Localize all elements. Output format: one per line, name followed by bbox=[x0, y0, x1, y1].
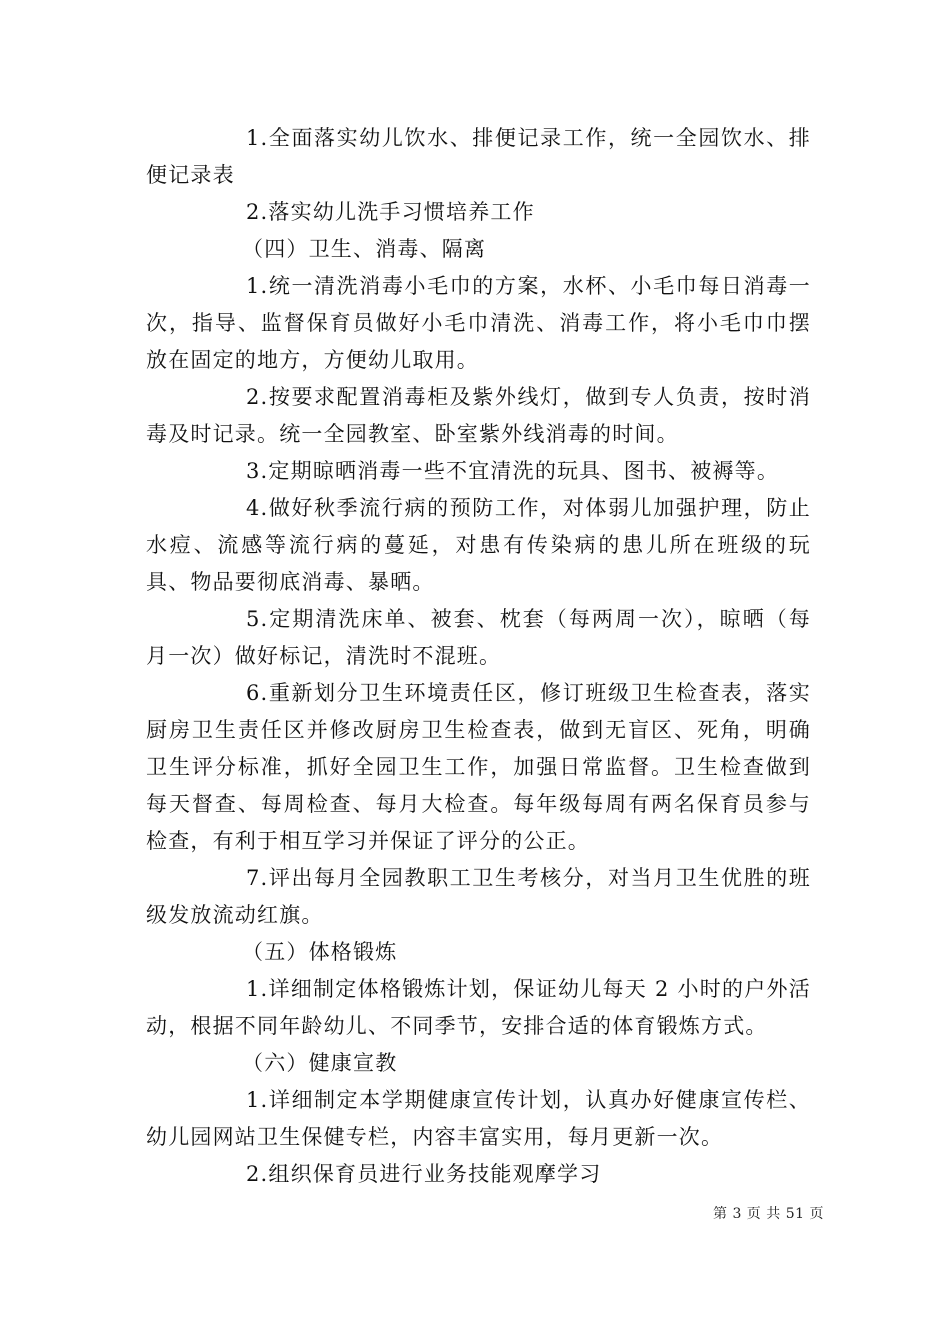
section-heading: （四）卫生、消毒、隔离 bbox=[242, 237, 487, 261]
paragraph: 2.落实幼儿洗手习惯培养工作 bbox=[246, 200, 535, 224]
document-body bbox=[146, 120, 811, 1193]
section-heading: （六）健康宣教 bbox=[242, 1051, 398, 1075]
section-heading: （五）体格锻炼 bbox=[242, 940, 398, 964]
paragraph: 5.定期清洗床单、被套、枕套（每两周一次），晾晒（每月一次）做好标记，清洗时不混班。 bbox=[146, 607, 811, 668]
paragraph: 7.评出每月全园教职工卫生考核分，对当月卫生优胜的班级发放流动红旗。 bbox=[146, 866, 811, 927]
paragraph: 2.按要求配置消毒柜及紫外线灯，做到专人负责，按时消毒及时记录。统一全园教室、卧室紫外线消毒的时间。 bbox=[146, 385, 811, 446]
paragraph: 1.详细制定本学期健康宣传计划，认真办好健康宣传栏、幼儿园网站卫生保健专栏，内容丰富实用，每月更新一次。 bbox=[146, 1088, 811, 1149]
paragraph: 3.定期晾晒消毒一些不宜清洗的玩具、图书、被褥等。 bbox=[246, 459, 780, 483]
page-number-footer: 第 3 页 共 51 页 bbox=[713, 1206, 824, 1222]
paragraph: 1.详细制定体格锻炼计划，保证幼儿每天 2 小时的户外活动，根据不同年龄幼儿、不同季节，安排合适的体育锻炼方式。 bbox=[146, 977, 811, 1038]
paragraph: 1.全面落实幼儿饮水、排便记录工作，统一全园饮水、排便记录表 bbox=[146, 126, 811, 187]
paragraph: 4.做好秋季流行病的预防工作，对体弱儿加强护理，防止水痘、流感等流行病的蔓延，对患有传染病的患儿所在班级的玩具、物品要彻底消毒、暴晒。 bbox=[146, 496, 811, 594]
paragraph: 6.重新划分卫生环境责任区，修订班级卫生检查表，落实厨房卫生责任区并修改厨房卫生检查表，做到无盲区、死角，明确卫生评分标准，抓好全园卫生工作，加强日常监督。卫生检查做到每天督查、每周检查、每月大检查。每年级每周有两名保育员参与检查，有利于相互学习并保证了评分的公正。 bbox=[146, 681, 811, 853]
paragraph: 1.统一清洗消毒小毛巾的方案，水杯、小毛巾每日消毒一次，指导、监督保育员做好小毛巾清洗、消毒工作，将小毛巾巾摆放在固定的地方，方便幼儿取用。 bbox=[146, 274, 811, 372]
paragraph: 2.组织保育员进行业务技能观摩学习 bbox=[246, 1162, 602, 1186]
